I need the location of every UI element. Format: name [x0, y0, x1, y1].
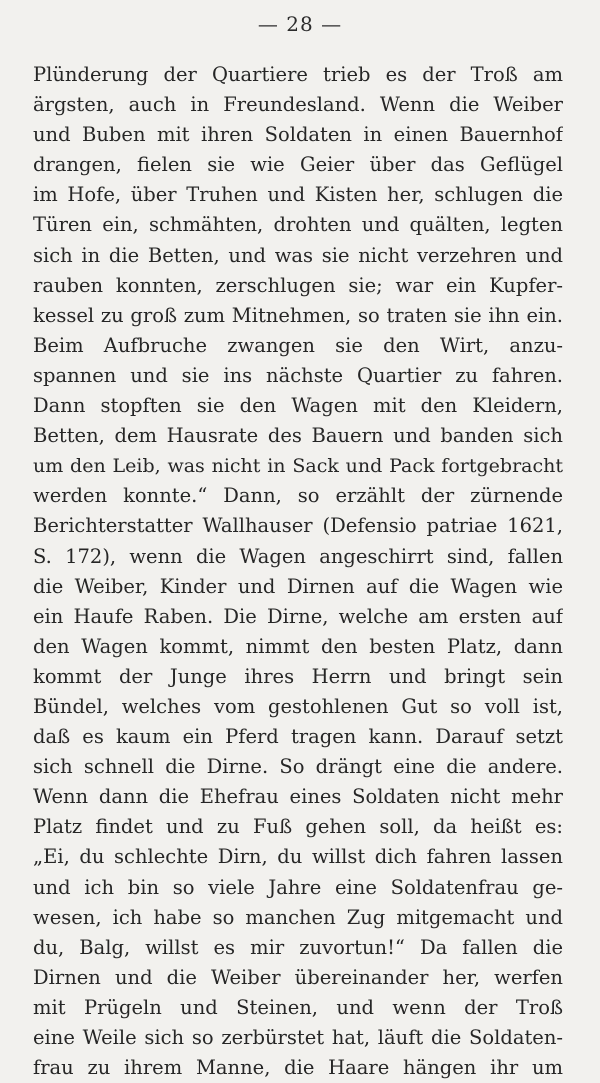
text-line: Plünderung der Quartiere trieb es der Troß am	[33, 63, 563, 86]
text-line: Bündel, welches vom gestohlenen Gut so voll ist,	[33, 694, 563, 718]
body-text	[33, 60, 563, 1083]
text-line: sich in die Betten, und was sie nicht verzehren und	[33, 243, 563, 267]
text-line: Platz findet und zu Fuß gehen soll, da heißt es:	[33, 815, 563, 839]
text-line: im Hofe, über Truhen und Kisten her, schlugen die	[33, 183, 563, 207]
text-line: Dirnen und die Weiber übereinander her, werfen	[33, 965, 563, 989]
text-line: Betten, dem Hausrate des Bauern und banden sich	[33, 424, 563, 448]
text-line: drangen, fielen sie wie Geier über das Geflügel	[33, 153, 563, 177]
text-line: Beim Aufbruche zwangen sie den Wirt, anzu-	[33, 333, 563, 357]
text-line: und Buben mit ihren Soldaten in einen Bauernhof	[33, 123, 563, 147]
text-line: ein Haufe Raben. Die Dirne, welche am ersten auf	[33, 604, 563, 628]
text-line: frau zu ihrem Manne, die Haare hängen ihr um	[33, 1056, 563, 1080]
text-line: Wenn dann die Ehefrau eines Soldaten nicht mehr	[33, 785, 563, 809]
text-line: Dann stopften sie den Wagen mit den Kleidern,	[33, 394, 563, 418]
text-line: werden konnte.“ Dann, so erzählt der zürnende	[33, 484, 563, 508]
text-line: du, Balg, willst es mir zuvortun!“ Da fallen die	[33, 935, 563, 959]
text-line: S. 172), wenn die Wagen angeschirrt sind, fallen	[33, 544, 563, 568]
text-line: um den Leib, was nicht in Sack und Pack fortgebracht	[33, 455, 563, 478]
text-line: Berichterstatter Wallhauser (Defensio patriae 1621,	[33, 514, 563, 538]
text-line: wesen, ich habe so manchen Zug mitgemacht und	[33, 905, 563, 929]
text-line: den Wagen kommt, nimmt den besten Platz, dann	[33, 634, 563, 658]
text-line: kessel zu groß zum Mitnehmen, so traten sie ihn ein.	[33, 303, 563, 327]
text-line: und ich bin so viele Jahre eine Soldatenfrau ge-	[33, 875, 563, 899]
text-line: rauben konnten, zerschlugen sie; war ein Kupfer-	[33, 273, 563, 297]
text-line: mit Prügeln und Steinen, und wenn der Troß	[33, 995, 563, 1019]
page-number: — 28 —	[257, 12, 343, 36]
text-line: kommt der Junge ihres Herrn und bringt sein	[33, 664, 563, 688]
text-line: ärgsten, auch in Freundesland. Wenn die Weiber	[33, 93, 563, 117]
text-line: „Ei, du schlechte Dirn, du willst dich fahren lassen	[33, 845, 563, 869]
text-line: eine Weile sich so zerbürstet hat, läuft die Soldaten-	[33, 1026, 563, 1049]
text-line: daß es kaum ein Pferd tragen kann. Darauf setzt	[33, 725, 563, 749]
text-line: Türen ein, schmähten, drohten und quälten, legten	[33, 213, 563, 237]
text-line: die Weiber, Kinder und Dirnen auf die Wagen wie	[33, 574, 563, 598]
text-line: spannen und sie ins nächste Quartier zu fahren.	[33, 363, 563, 387]
text-line: sich schnell die Dirne. So drängt eine die andere.	[33, 755, 563, 779]
